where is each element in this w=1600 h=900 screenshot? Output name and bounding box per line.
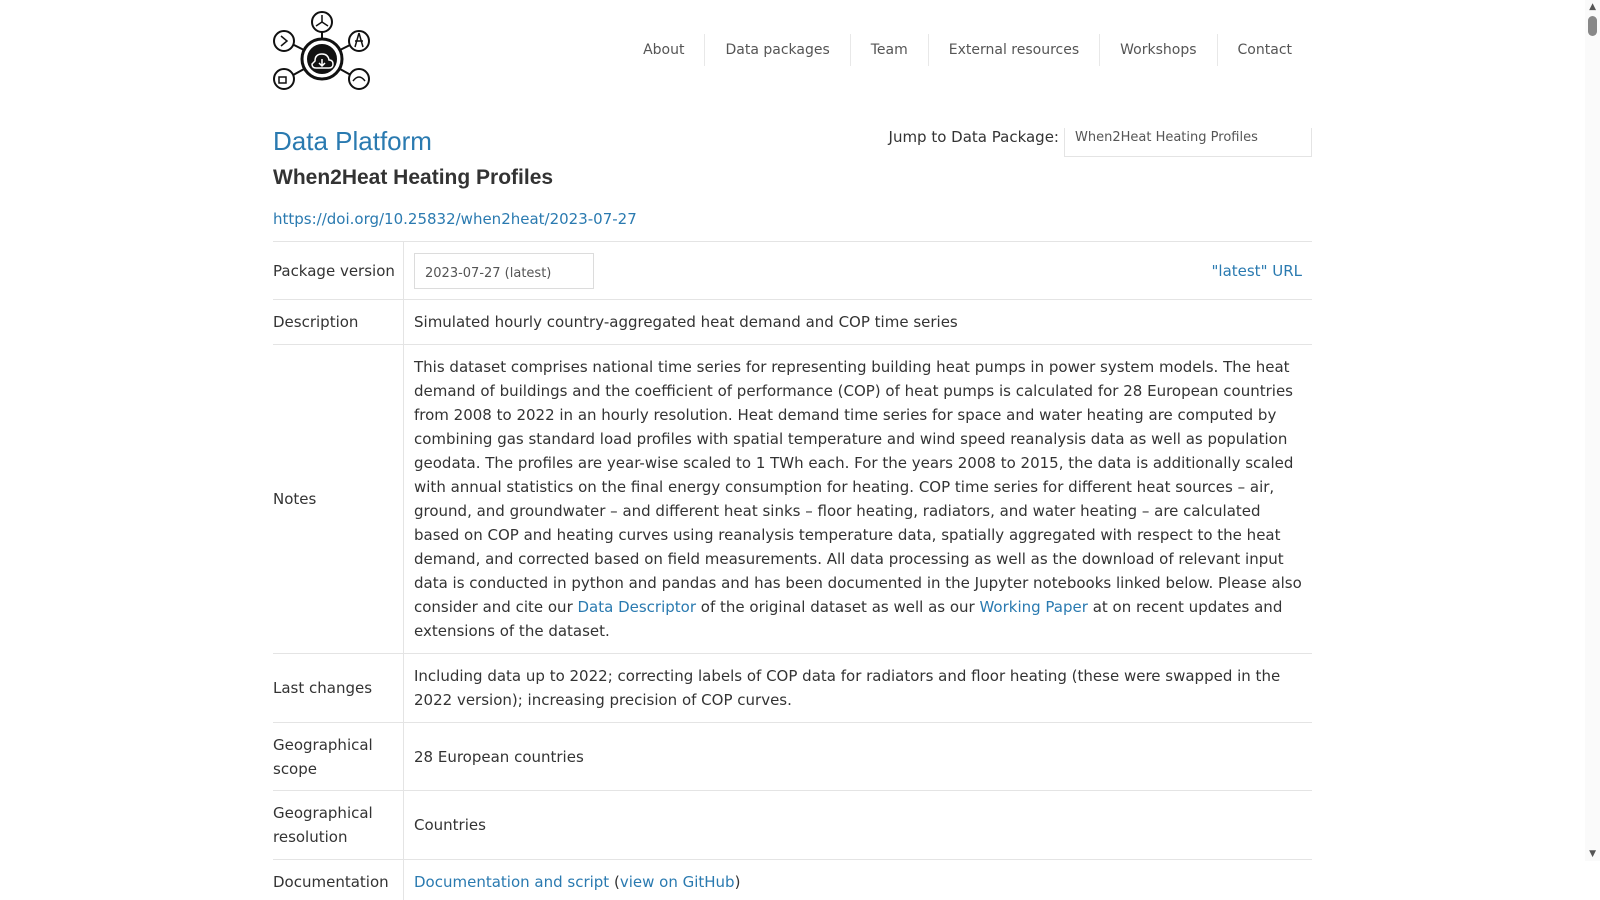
page-title: Data Platform (273, 126, 432, 156)
geo-scope-value: 28 European countries (414, 747, 584, 766)
page-scrollbar[interactable] (1585, 0, 1600, 861)
jump-to-package-select[interactable]: When2Heat Heating Profiles (1064, 128, 1312, 157)
description-value: Simulated hourly country-aggregated heat demand and COP time series (414, 313, 958, 331)
nav-contact[interactable]: Contact (1217, 34, 1312, 66)
nav-workshops[interactable]: Workshops (1099, 34, 1216, 66)
paren-open: ( (609, 873, 620, 891)
table-row (273, 300, 1312, 345)
row-label: Notes (273, 345, 404, 654)
data-descriptor-link[interactable]: Data Descriptor (577, 598, 697, 616)
jump-label: Jump to Data Package: (888, 128, 1059, 146)
row-label: Geographical scope (273, 723, 404, 791)
notes-value (404, 345, 1313, 654)
table-row (273, 791, 1312, 860)
main-nav (623, 34, 1312, 66)
nav-about[interactable]: About (643, 42, 685, 58)
last-changes-value: Including data up to 2022; correcting labels of COP data for radiators and floor heating (these were swapped in the 2022 version); increasing precision of COP curves. (414, 667, 1281, 709)
doi-link[interactable]: https://doi.org/10.25832/when2heat/2023-07-27 (273, 210, 637, 228)
table-row (273, 654, 1312, 723)
scroll-up-icon[interactable]: ▲ (1589, 2, 1596, 12)
latest-url-link[interactable]: "latest" URL (1211, 261, 1302, 280)
notes-text: This dataset comprises national time series for representing building heat pumps in power system models. The heat demand of buildings and the coefficient of performance (COP) of heat pumps is calculated for 28 European countries from 2008 to 2022 in an hourly resolution. Heat demand time series for space and water heating are computed by combining gas standard load profiles with spatial temperature and wind speed reanalysis data as well as population geodata. The profiles are year-wise scaled to 1 TWh each. For the years 2008 to 2015, the data is additionally scaled with annual statistics on the final energy consumption for heating. COP time series for different heat sources – air, ground, and groundwater – and different heat sinks – floor heating, radiators, and water heating – are calculated based on COP and heating curves using reanalysis temperature data, spatially aggregated with respect to the heat demand, and corrected based on field measurements. All data processing as well as the download of relevant input data is conducted in python and pandas and has been documented in the Jupyter notebooks linked below. Please also consider and cite our (414, 358, 1302, 616)
row-label: Geographical resolution (273, 791, 404, 860)
table-row (273, 242, 1312, 300)
nav-external-resources[interactable]: External resources (928, 34, 1099, 66)
notes-text: of the original dataset as well as our (696, 598, 980, 616)
opsd-logo-icon[interactable] (273, 11, 371, 93)
nav-team[interactable]: Team (850, 34, 928, 66)
package-title: When2Heat Heating Profiles (273, 166, 554, 189)
table-row (273, 723, 1312, 791)
notes-text: at on recent updates and extensions of the dataset. (414, 598, 1283, 640)
package-info-table (273, 241, 1312, 900)
row-label: Last changes (273, 654, 404, 723)
documentation-value (404, 860, 1313, 900)
row-label: Documentation (273, 860, 404, 900)
working-paper-link[interactable]: Working Paper (979, 598, 1088, 616)
row-label: Package version (273, 242, 404, 300)
github-link[interactable]: view on GitHub (619, 873, 735, 891)
geo-res-value: Countries (414, 816, 486, 834)
table-row (273, 860, 1312, 900)
nav-data-packages[interactable]: Data packages (704, 34, 849, 66)
paren-close: ) (734, 873, 741, 891)
row-label: Description (273, 300, 404, 345)
scroll-down-icon[interactable]: ▼ (1589, 849, 1596, 859)
documentation-link[interactable]: Documentation and script (414, 873, 610, 891)
table-row (273, 345, 1312, 654)
scroll-thumb[interactable] (1588, 16, 1597, 36)
version-select[interactable]: 2023-07-27 (latest) (414, 253, 594, 289)
